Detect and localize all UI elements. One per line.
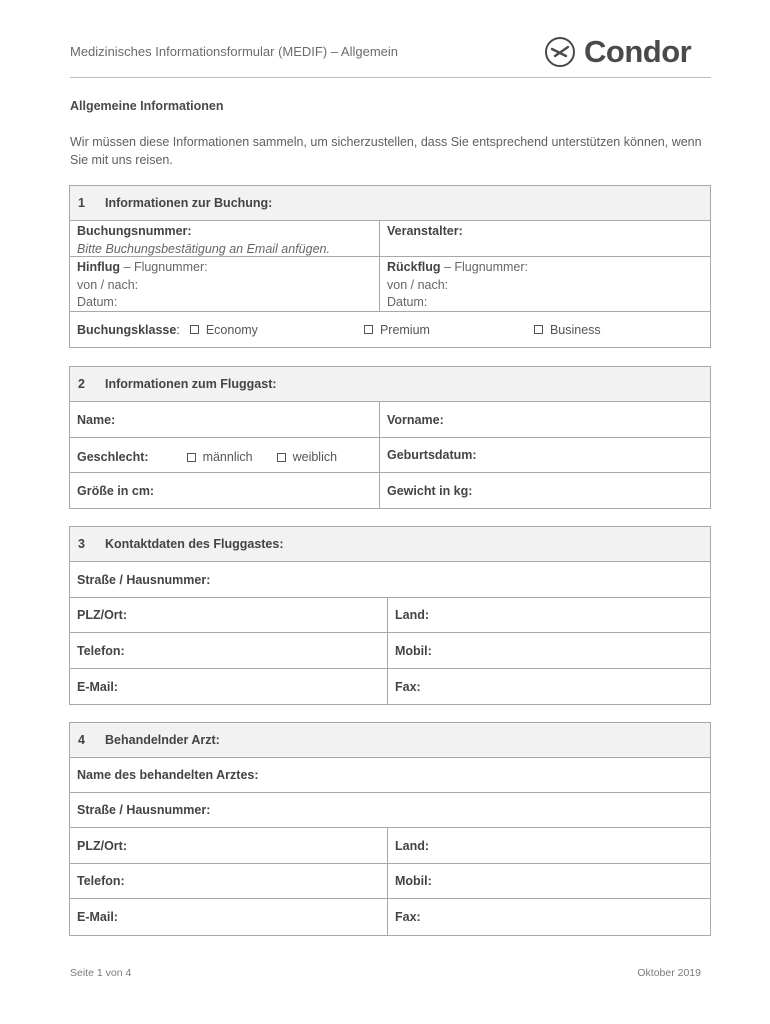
business-label: Business bbox=[549, 322, 601, 337]
doctor-name-row bbox=[70, 758, 710, 793]
flight-row bbox=[70, 257, 710, 312]
height-field[interactable] bbox=[70, 473, 380, 508]
gender-row bbox=[70, 438, 710, 473]
doctor-phone-label: Telefon: bbox=[77, 874, 125, 888]
country-field[interactable] bbox=[388, 598, 710, 632]
gender-label: Geschlecht: bbox=[77, 450, 149, 464]
doctor-zip-field[interactable] bbox=[70, 828, 388, 863]
economy-checkbox[interactable] bbox=[190, 325, 199, 334]
firstname-field[interactable] bbox=[380, 402, 710, 437]
business-option[interactable] bbox=[534, 323, 601, 337]
zip-row bbox=[70, 598, 710, 633]
economy-option[interactable] bbox=[190, 323, 258, 337]
section-header bbox=[70, 723, 710, 758]
doctor-email-label: E-Mail: bbox=[77, 910, 118, 924]
section-title: Behandelnder Arzt: bbox=[105, 733, 220, 747]
doctor-street-field[interactable] bbox=[70, 793, 710, 827]
document-date: Oktober 2019 bbox=[637, 967, 701, 979]
name-row bbox=[70, 402, 710, 438]
return-route-label: von / nach: bbox=[387, 277, 449, 292]
outbound-date-label: Datum: bbox=[77, 295, 118, 309]
mobile-label: Mobil: bbox=[395, 643, 432, 658]
mobile-field[interactable] bbox=[388, 633, 710, 668]
doctor-street-label: Straße / Hausnummer: bbox=[77, 803, 211, 817]
male-checkbox[interactable] bbox=[187, 453, 196, 462]
doctor-email-field[interactable] bbox=[70, 899, 388, 935]
female-checkbox[interactable] bbox=[277, 453, 286, 462]
doctor-mobile-label: Mobil: bbox=[395, 874, 432, 888]
outbound-flight-field[interactable] bbox=[70, 257, 380, 311]
document-title: Medizinisches Informationsformular (MEDIF) – Allgemein bbox=[70, 44, 398, 59]
doctor-country-label: Land: bbox=[395, 838, 430, 853]
booking-class-row bbox=[70, 312, 710, 347]
fax-label: Fax: bbox=[395, 679, 421, 694]
section-title: Kontaktdaten des Fluggastes: bbox=[105, 537, 284, 551]
street-field[interactable] bbox=[70, 562, 710, 597]
condor-logo bbox=[544, 34, 691, 70]
fax-field[interactable] bbox=[388, 669, 710, 704]
intro-heading: Allgemeine Informationen bbox=[70, 99, 224, 113]
zip-label: PLZ/Ort: bbox=[77, 608, 127, 622]
email-row bbox=[70, 669, 710, 704]
booking-number-label: Buchungsnummer: bbox=[77, 224, 192, 238]
doctor-fax-label: Fax: bbox=[395, 910, 421, 924]
section-number: 4 bbox=[78, 733, 85, 747]
male-label: männlich bbox=[202, 450, 253, 464]
organizer-label: Veranstalter: bbox=[387, 224, 463, 238]
street-row bbox=[70, 562, 710, 598]
phone-label: Telefon: bbox=[77, 643, 125, 658]
zip-field[interactable] bbox=[70, 598, 388, 632]
doctor-name-field[interactable] bbox=[70, 758, 710, 792]
outbound-route-label: von / nach: bbox=[77, 277, 139, 292]
doctor-zip-row bbox=[70, 828, 710, 864]
section-number: 1 bbox=[78, 196, 85, 210]
street-label: Straße / Hausnummer: bbox=[77, 572, 211, 587]
female-option[interactable] bbox=[277, 450, 337, 464]
doctor-country-field[interactable] bbox=[388, 828, 710, 863]
outbound-suffix: – Flugnummer: bbox=[120, 260, 208, 274]
doctor-phone-field[interactable] bbox=[70, 864, 388, 898]
name-label: Name: bbox=[77, 412, 116, 427]
outbound-label: Hinflug bbox=[77, 260, 121, 274]
doctor-phone-row bbox=[70, 864, 710, 899]
section-passenger bbox=[69, 366, 711, 509]
booking-class-colon: : bbox=[176, 322, 180, 337]
booking-number-hint: Bitte Buchungsbestätigung an Email anfügen. bbox=[77, 241, 330, 256]
doctor-zip-label: PLZ/Ort: bbox=[77, 838, 127, 853]
premium-option[interactable] bbox=[364, 323, 430, 337]
header-divider bbox=[70, 77, 711, 78]
weight-label: Gewicht in kg: bbox=[387, 483, 473, 498]
condor-bird-icon bbox=[544, 36, 576, 68]
section-contact bbox=[69, 526, 711, 705]
birthdate-label: Geburtsdatum: bbox=[387, 448, 477, 462]
female-label: weiblich bbox=[292, 450, 338, 464]
male-option[interactable] bbox=[187, 450, 253, 464]
doctor-mobile-field[interactable] bbox=[388, 864, 710, 898]
weight-field[interactable] bbox=[380, 473, 710, 508]
phone-row bbox=[70, 633, 710, 669]
doctor-name-label: Name des behandelten Arztes: bbox=[77, 768, 259, 782]
booking-class-label: Buchungsklasse bbox=[77, 322, 177, 337]
email-label: E-Mail: bbox=[77, 679, 118, 694]
country-label: Land: bbox=[395, 608, 430, 622]
section-number: 3 bbox=[78, 537, 85, 551]
section-header bbox=[70, 367, 710, 402]
logo-text: Condor bbox=[584, 34, 692, 69]
phone-field[interactable] bbox=[70, 633, 388, 668]
intro-text: Wir müssen diese Informationen sammeln, um sicherzustellen, dass Sie entsprechend unterstützen können, wenn Sie mit uns reisen. bbox=[70, 135, 702, 167]
economy-label: Economy bbox=[205, 322, 258, 337]
height-label: Größe in cm: bbox=[77, 483, 155, 498]
booking-row bbox=[70, 221, 710, 257]
return-flight-field[interactable] bbox=[380, 257, 710, 311]
organizer-field[interactable] bbox=[380, 221, 710, 256]
premium-label: Premium bbox=[379, 322, 430, 337]
birthdate-field[interactable] bbox=[380, 438, 710, 472]
name-field[interactable] bbox=[70, 402, 380, 437]
section-header bbox=[70, 527, 710, 562]
doctor-fax-field[interactable] bbox=[388, 899, 710, 935]
page-number: Seite 1 von 4 bbox=[70, 967, 132, 979]
doctor-email-row bbox=[70, 899, 710, 935]
section-title: Informationen zur Buchung: bbox=[105, 196, 273, 210]
return-suffix: – Flugnummer: bbox=[440, 260, 529, 274]
section-title: Informationen zum Fluggast: bbox=[105, 377, 277, 391]
email-field[interactable] bbox=[70, 669, 388, 704]
section-header bbox=[70, 186, 710, 221]
gender-field bbox=[70, 438, 380, 472]
firstname-label: Vorname: bbox=[387, 412, 444, 427]
doctor-street-row bbox=[70, 793, 710, 828]
return-date-label: Datum: bbox=[387, 295, 428, 309]
premium-checkbox[interactable] bbox=[364, 325, 373, 334]
section-booking bbox=[69, 185, 711, 348]
section-number: 2 bbox=[78, 377, 85, 391]
business-checkbox[interactable] bbox=[534, 325, 543, 334]
booking-number-field[interactable] bbox=[70, 221, 380, 256]
body-row bbox=[70, 473, 710, 508]
section-doctor bbox=[69, 722, 711, 936]
return-label: Rückflug bbox=[387, 260, 441, 274]
